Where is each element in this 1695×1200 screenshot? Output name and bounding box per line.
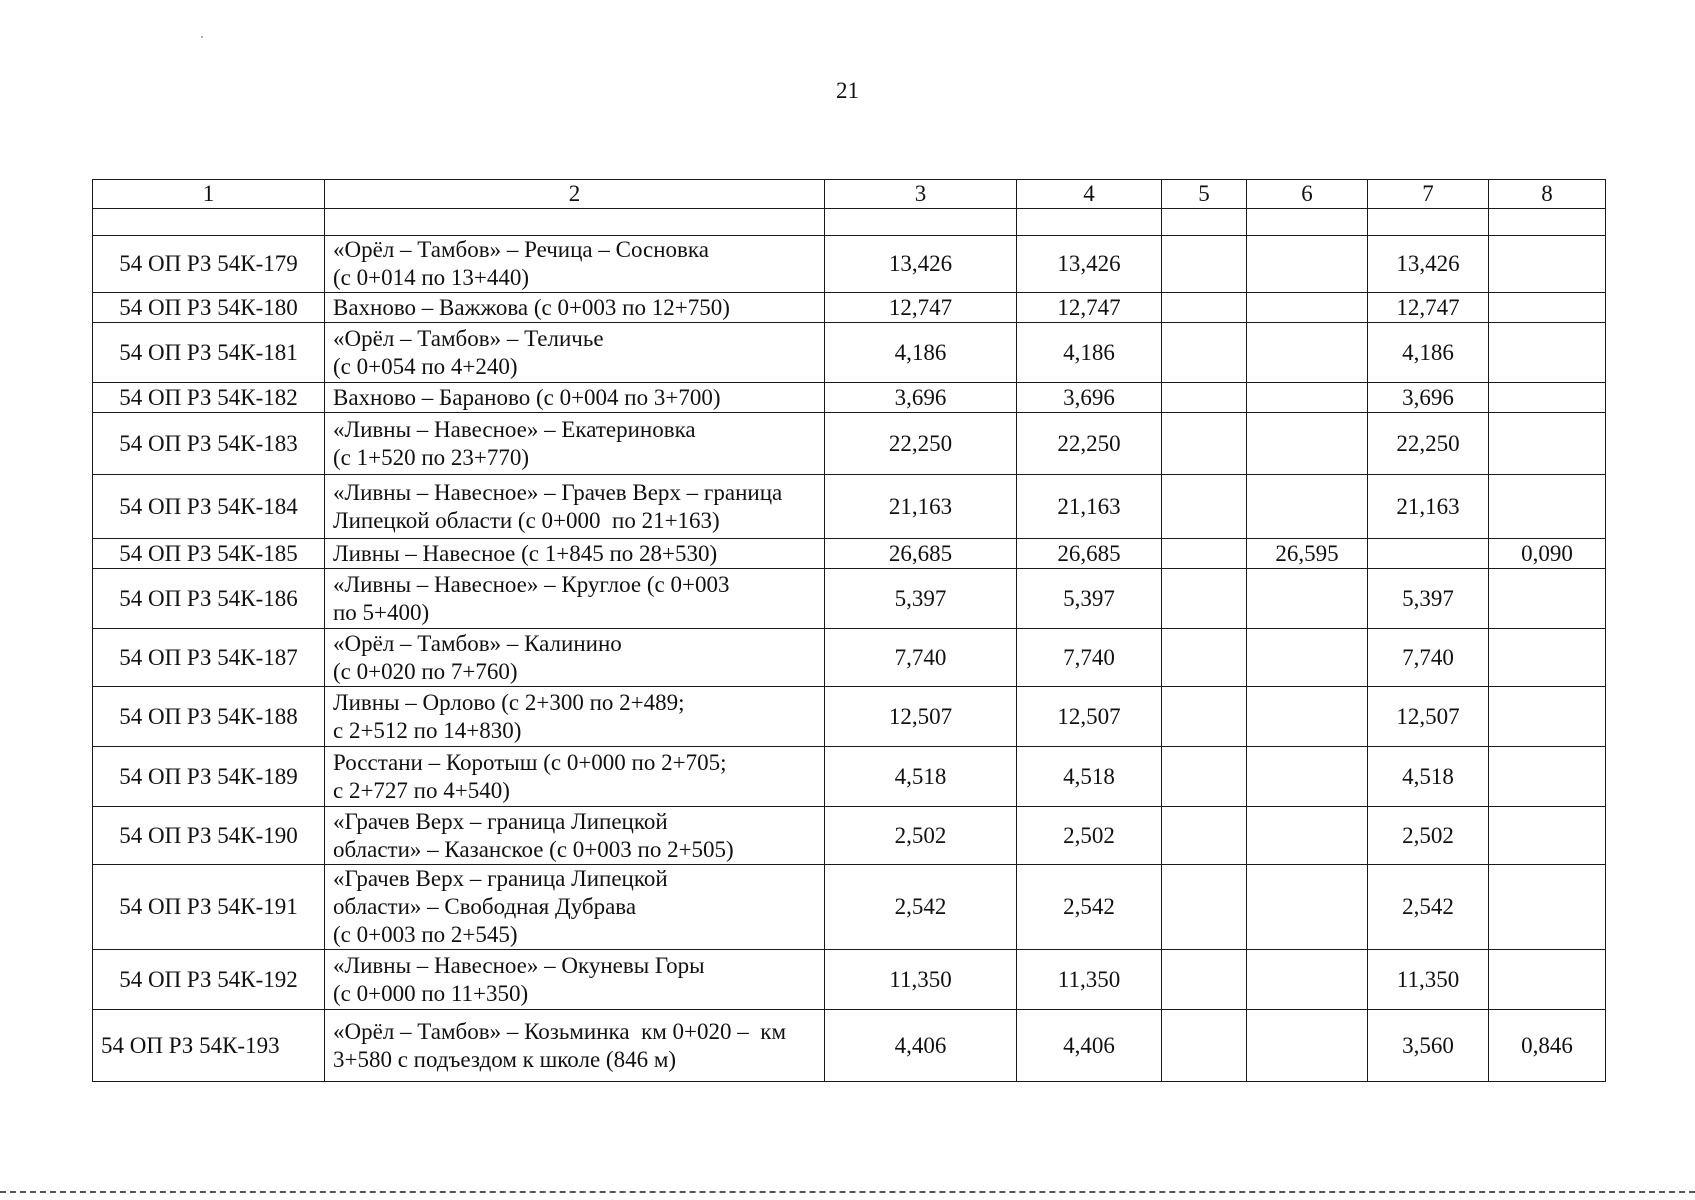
empty-cell: [1247, 209, 1368, 236]
value-cell-c6: [1247, 807, 1368, 865]
value-cell-c6: [1247, 293, 1368, 323]
value-cell-c3: 12,507: [825, 687, 1017, 747]
value-cell-c4: 3,696: [1017, 383, 1162, 413]
road-name-line: Вахново – Бараново (с 0+004 по 3+700): [333, 384, 721, 410]
road-id-cell: 54 ОП РЗ 54К-180: [93, 293, 325, 323]
road-name-line: «Орёл – Тамбов» – Речица – Сосновка: [333, 237, 709, 262]
value-cell-c8: [1489, 293, 1606, 323]
value-cell-c4: 4,186: [1017, 323, 1162, 383]
road-name-line: области» – Свободная Дубрава: [333, 894, 637, 919]
road-name-cell: [325, 539, 825, 569]
road-name-line: Вахново – Важжова (с 0+003 по 12+750): [333, 294, 730, 320]
road-name-line: «Ливны – Навесное» – Екатериновка: [333, 416, 696, 442]
value-cell-c5: [1162, 475, 1247, 539]
value-cell-c6: [1247, 236, 1368, 293]
value-cell-c5: [1162, 687, 1247, 747]
value-cell-c3: 13,426: [825, 236, 1017, 293]
road-name-cell: [325, 569, 825, 629]
value-cell-c4: 4,406: [1017, 1010, 1162, 1082]
value-cell-c5: [1162, 747, 1247, 807]
value-cell-c7: 7,740: [1368, 629, 1489, 687]
value-cell-c6: [1247, 413, 1368, 475]
value-cell-c4: 2,542: [1017, 865, 1162, 950]
page-number: 21: [836, 78, 859, 103]
road-name-line: 3+580 с подъездом к школе (846 м): [333, 1046, 677, 1072]
value-cell-c8: [1489, 383, 1606, 413]
table-row: [93, 629, 1606, 687]
value-cell-c5: [1162, 807, 1247, 865]
road-id-cell: 54 ОП РЗ 54К-182: [93, 383, 325, 413]
value-cell-c3: 22,250: [825, 413, 1017, 475]
column-header: 1: [93, 180, 325, 209]
empty-cell: [1162, 209, 1247, 236]
value-cell-c7: 2,502: [1368, 807, 1489, 865]
value-cell-c3: 5,397: [825, 569, 1017, 629]
road-name-cell: [325, 413, 825, 475]
road-name-line: области» – Казанское (с 0+003 по 2+505): [333, 836, 734, 862]
table-row: [93, 475, 1606, 539]
table-row: [93, 413, 1606, 475]
value-cell-c8: 0,846: [1489, 1010, 1606, 1082]
scan-speck: [201, 36, 203, 38]
value-cell-c7: 12,747: [1368, 293, 1489, 323]
road-name-cell: [325, 950, 825, 1010]
column-header: 4: [1017, 180, 1162, 209]
road-name-cell: [325, 807, 825, 865]
empty-cell: [325, 209, 825, 236]
value-cell-c3: 4,186: [825, 323, 1017, 383]
value-cell-c5: [1162, 629, 1247, 687]
column-header: 7: [1368, 180, 1489, 209]
value-cell-c6: 26,595: [1247, 539, 1368, 569]
value-cell-c5: [1162, 293, 1247, 323]
value-cell-c4: 22,250: [1017, 413, 1162, 475]
road-name-line: (с 0+014 по 13+440): [333, 265, 530, 290]
road-name-cell: [325, 687, 825, 747]
table-row: [93, 539, 1606, 569]
empty-cell: [825, 209, 1017, 236]
road-id-cell: 54 ОП РЗ 54К-189: [93, 747, 325, 807]
road-name-line: (с 0+000 по 11+350): [333, 980, 529, 1006]
road-name-line: Липецкой области (с 0+000 по 21+163): [333, 507, 720, 533]
value-cell-c7: 3,560: [1368, 1010, 1489, 1082]
value-cell-c8: 0,090: [1489, 539, 1606, 569]
value-cell-c8: [1489, 687, 1606, 747]
value-cell-c5: [1162, 236, 1247, 293]
value-cell-c8: [1489, 807, 1606, 865]
value-cell-c6: [1247, 687, 1368, 747]
road-id-cell: 54 ОП РЗ 54К-193: [93, 1010, 325, 1082]
road-name-cell: [325, 475, 825, 539]
road-name-cell: [325, 629, 825, 687]
column-header: 6: [1247, 180, 1368, 209]
road-id-cell: 54 ОП РЗ 54К-192: [93, 950, 325, 1010]
road-name-cell: [325, 865, 825, 950]
column-header: 5: [1162, 180, 1247, 209]
road-name-cell: [325, 1010, 825, 1082]
road-name-line: (с 1+520 по 23+770): [333, 444, 530, 470]
value-cell-c3: 21,163: [825, 475, 1017, 539]
value-cell-c5: [1162, 383, 1247, 413]
blank-row: [93, 209, 1606, 236]
road-name-line: «Орёл – Тамбов» – Калинино: [333, 630, 622, 656]
road-id-cell: 54 ОП РЗ 54К-181: [93, 323, 325, 383]
value-cell-c7: 13,426: [1368, 236, 1489, 293]
road-id-cell: 54 ОП РЗ 54К-186: [93, 569, 325, 629]
value-cell-c7: 4,518: [1368, 747, 1489, 807]
road-id-cell: 54 ОП РЗ 54К-179: [93, 236, 325, 293]
value-cell-c5: [1162, 413, 1247, 475]
empty-cell: [1017, 209, 1162, 236]
value-cell-c7: 4,186: [1368, 323, 1489, 383]
value-cell-c7: 3,696: [1368, 383, 1489, 413]
value-cell-c5: [1162, 865, 1247, 950]
table-row: [93, 950, 1606, 1010]
column-header: 2: [325, 180, 825, 209]
value-cell-c8: [1489, 323, 1606, 383]
road-name-line: «Орёл – Тамбов» – Козьминка км 0+020 – км: [333, 1018, 787, 1044]
road-name-cell: [325, 236, 825, 293]
road-name-cell: [325, 383, 825, 413]
value-cell-c6: [1247, 1010, 1368, 1082]
header-row: [93, 180, 1606, 209]
value-cell-c8: [1489, 629, 1606, 687]
value-cell-c5: [1162, 569, 1247, 629]
value-cell-c7: 5,397: [1368, 569, 1489, 629]
table-row: [93, 1010, 1606, 1082]
road-id-cell: 54 ОП РЗ 54К-190: [93, 807, 325, 865]
table-body: [93, 180, 1606, 1082]
value-cell-c3: 4,406: [825, 1010, 1017, 1082]
road-id-cell: 54 ОП РЗ 54К-183: [93, 413, 325, 475]
road-id-cell: 54 ОП РЗ 54К-191: [93, 865, 325, 950]
road-name-line: (с 0+020 по 7+760): [333, 658, 518, 684]
value-cell-c4: 12,747: [1017, 293, 1162, 323]
value-cell-c7: 22,250: [1368, 413, 1489, 475]
road-name-line: Росстани – Коротыш (с 0+000 по 2+705;: [333, 749, 727, 775]
value-cell-c6: [1247, 475, 1368, 539]
road-name-line: Ливны – Навесное (с 1+845 по 28+530): [333, 540, 718, 566]
road-name-cell: [325, 747, 825, 807]
value-cell-c8: [1489, 236, 1606, 293]
value-cell-c7: 21,163: [1368, 475, 1489, 539]
empty-cell: [1368, 209, 1489, 236]
value-cell-c3: 2,502: [825, 807, 1017, 865]
road-name-cell: [325, 293, 825, 323]
value-cell-c3: 4,518: [825, 747, 1017, 807]
road-name-line: «Грачев Верх – граница Липецкой: [333, 866, 668, 891]
value-cell-c6: [1247, 747, 1368, 807]
road-name-line: по 5+400): [333, 599, 430, 625]
road-id-cell: 54 ОП РЗ 54К-188: [93, 687, 325, 747]
table-row: [93, 865, 1606, 950]
value-cell-c7: 2,542: [1368, 865, 1489, 950]
value-cell-c8: [1489, 413, 1606, 475]
road-id-cell: 54 ОП РЗ 54К-185: [93, 539, 325, 569]
table-row: [93, 569, 1606, 629]
value-cell-c7: [1368, 539, 1489, 569]
value-cell-c3: 12,747: [825, 293, 1017, 323]
value-cell-c4: 11,350: [1017, 950, 1162, 1010]
value-cell-c3: 11,350: [825, 950, 1017, 1010]
value-cell-c7: 11,350: [1368, 950, 1489, 1010]
bottom-rule: [0, 1191, 1695, 1193]
road-name-line: «Орёл – Тамбов» – Теличье: [333, 325, 604, 351]
value-cell-c5: [1162, 539, 1247, 569]
road-name-line: «Грачев Верх – граница Липецкой: [333, 808, 668, 834]
value-cell-c6: [1247, 323, 1368, 383]
value-cell-c8: [1489, 950, 1606, 1010]
road-name-line: Ливны – Орлово (с 2+300 по 2+489;: [333, 689, 685, 715]
value-cell-c4: 4,518: [1017, 747, 1162, 807]
value-cell-c8: [1489, 475, 1606, 539]
value-cell-c6: [1247, 950, 1368, 1010]
value-cell-c4: 5,397: [1017, 569, 1162, 629]
road-name-cell: [325, 323, 825, 383]
road-name-line: с 2+512 по 14+830): [333, 717, 522, 743]
road-name-line: «Ливны – Навесное» – Круглое (с 0+003: [333, 571, 730, 597]
value-cell-c4: 2,502: [1017, 807, 1162, 865]
empty-cell: [1489, 209, 1606, 236]
value-cell-c4: 12,507: [1017, 687, 1162, 747]
value-cell-c5: [1162, 323, 1247, 383]
road-name-line: с 2+727 по 4+540): [333, 777, 510, 803]
road-name-line: «Ливны – Навесное» – Грачев Верх – граница: [333, 479, 783, 505]
value-cell-c7: 12,507: [1368, 687, 1489, 747]
value-cell-c6: [1247, 569, 1368, 629]
table-row: [93, 323, 1606, 383]
value-cell-c4: 7,740: [1017, 629, 1162, 687]
value-cell-c3: 26,685: [825, 539, 1017, 569]
value-cell-c6: [1247, 383, 1368, 413]
table-row: [93, 293, 1606, 323]
column-header: 3: [825, 180, 1017, 209]
value-cell-c8: [1489, 569, 1606, 629]
road-name-line: (с 0+054 по 4+240): [333, 353, 518, 379]
value-cell-c3: 7,740: [825, 629, 1017, 687]
table-row: [93, 687, 1606, 747]
value-cell-c4: 21,163: [1017, 475, 1162, 539]
roads-table: [92, 179, 1606, 1082]
table-row: [93, 807, 1606, 865]
table-row: [93, 236, 1606, 293]
value-cell-c3: 2,542: [825, 865, 1017, 950]
road-id-cell: 54 ОП РЗ 54К-184: [93, 475, 325, 539]
value-cell-c4: 13,426: [1017, 236, 1162, 293]
road-name-line: «Ливны – Навесное» – Окуневы Горы: [333, 952, 705, 978]
empty-cell: [93, 209, 325, 236]
road-id-cell: 54 ОП РЗ 54К-187: [93, 629, 325, 687]
value-cell-c4: 26,685: [1017, 539, 1162, 569]
table-row: [93, 383, 1606, 413]
column-header: 8: [1489, 180, 1606, 209]
value-cell-c8: [1489, 865, 1606, 950]
value-cell-c3: 3,696: [825, 383, 1017, 413]
value-cell-c8: [1489, 747, 1606, 807]
value-cell-c6: [1247, 865, 1368, 950]
road-name-line: (с 0+003 по 2+545): [333, 922, 518, 947]
table-row: [93, 747, 1606, 807]
value-cell-c5: [1162, 1010, 1247, 1082]
value-cell-c6: [1247, 629, 1368, 687]
value-cell-c5: [1162, 950, 1247, 1010]
